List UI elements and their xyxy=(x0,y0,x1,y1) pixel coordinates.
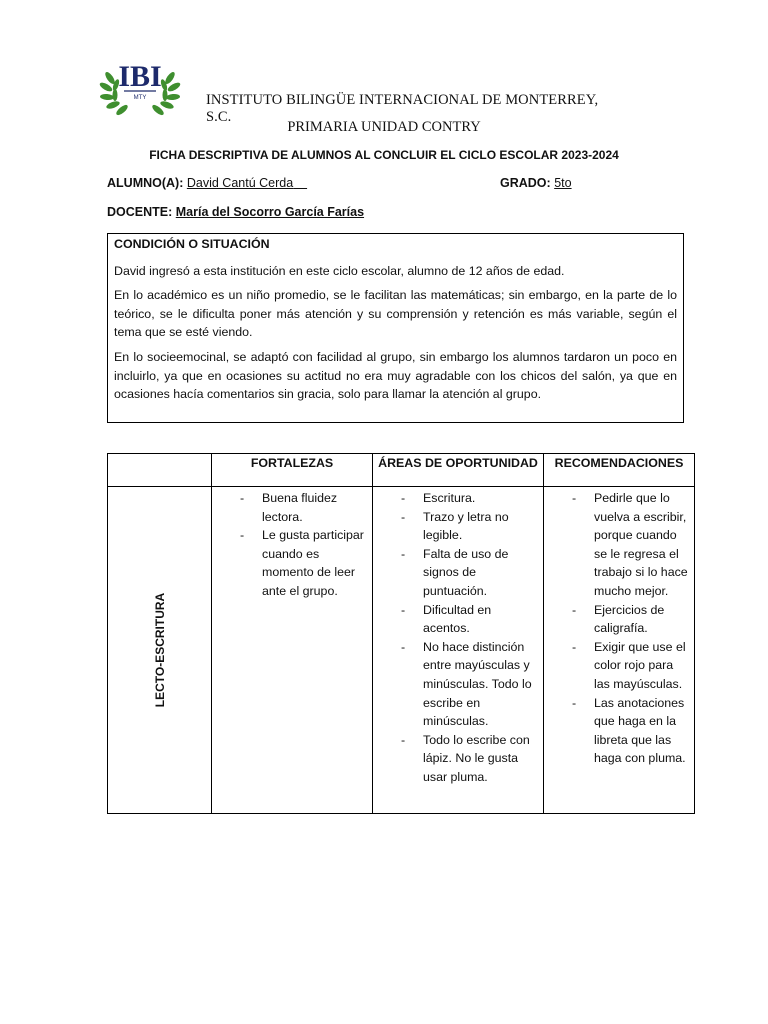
institution-name: INSTITUTO BILINGÜE INTERNACIONAL DE MONTERREY, S.C. xyxy=(206,92,599,125)
list-item: - Ejercicios de caligrafía. xyxy=(544,601,694,638)
document-title: FICHA DESCRIPTIVA DE ALUMNOS AL CONCLUIR EL CICLO ESCOLAR 2023-2024 xyxy=(149,148,619,162)
list-item: - Buena fluidez lectora. xyxy=(212,489,372,526)
header-fortalezas: FORTALEZAS xyxy=(212,454,373,487)
fortalezas-cell xyxy=(212,487,373,814)
teacher-field xyxy=(107,205,364,219)
list-item: - Trazo y letra no legible. xyxy=(373,508,543,545)
row-label: LECTO-ESCRITURA xyxy=(152,592,167,708)
situation-box xyxy=(107,233,684,423)
list-item: - Todo lo escribe con lápiz. No le gusta usar pluma. xyxy=(373,731,543,787)
teacher-name: María del Socorro García Farías xyxy=(175,205,365,219)
situation-paragraph: David ingresó a esta institución en este ciclo escolar, alumno de 12 años de edad. xyxy=(114,263,565,278)
grade-label: GRADO: xyxy=(500,176,551,190)
list-item: - Falta de uso de signos de puntuación. xyxy=(373,545,543,601)
student-field xyxy=(107,176,307,190)
logo-text: IBI xyxy=(118,60,162,93)
list-item: - Exigir que use el color rojo para las mayúsculas. xyxy=(544,638,694,694)
list-item: - No hace distinción entre mayúsculas y minúsculas. Todo lo escribe en minúsculas. xyxy=(373,638,543,731)
list-item: - Escritura. xyxy=(373,489,543,508)
table-row xyxy=(108,487,695,814)
row-label-cell xyxy=(108,487,212,814)
list-item: - Las anotaciones que haga en la libreta que las haga con pluma. xyxy=(544,694,694,768)
grade-value: 5to xyxy=(554,176,572,190)
student-label: ALUMNO(A): xyxy=(107,176,184,190)
campus-name: PRIMARIA UNIDAD CONTRY xyxy=(287,119,481,135)
ibi-logo xyxy=(96,52,184,118)
situation-paragraph: En lo académico es un niño promedio, se le facilitan las matemáticas; sin embargo, en la parte de lo teórico, se le dificulta poner más atención y su comprensión y retención es más variable, según el tema que se esté viendo. xyxy=(114,288,677,340)
table-header-row xyxy=(108,454,695,487)
assessment-table xyxy=(107,453,695,814)
areas-cell xyxy=(373,487,544,814)
situation-heading: CONDICIÓN O SITUACIÓN xyxy=(114,237,270,251)
empty-header-cell xyxy=(108,454,212,487)
teacher-label: DOCENTE: xyxy=(107,205,173,219)
student-name: David Cantú Cerda xyxy=(186,176,294,190)
list-item: - Pedirle que lo vuelva a escribir, porque cuando se le regresa el trabajo si lo hace mucho mejor. xyxy=(544,489,694,601)
grade-field xyxy=(500,176,572,190)
header-areas: ÁREAS DE OPORTUNIDAD xyxy=(373,454,544,487)
list-item: - Le gusta participar cuando es momento de leer ante el grupo. xyxy=(212,526,372,600)
recomendaciones-cell xyxy=(544,487,695,814)
list-item: - Dificultad en acentos. xyxy=(373,601,543,638)
logo-subtext: MTY xyxy=(133,95,147,101)
situation-paragraph: En lo socieemocinal, se adaptó con facilidad al grupo, sin embargo los alumnos tardaron un poco en incluirlo, ya que en ocasiones su actitud no era muy agradable con los chicos del salón, ya que en ocasiones hacía comentarios sin gracia, solo para llamar la atención al grupo. xyxy=(114,349,677,402)
header-recomendaciones: RECOMENDACIONES xyxy=(544,454,695,487)
